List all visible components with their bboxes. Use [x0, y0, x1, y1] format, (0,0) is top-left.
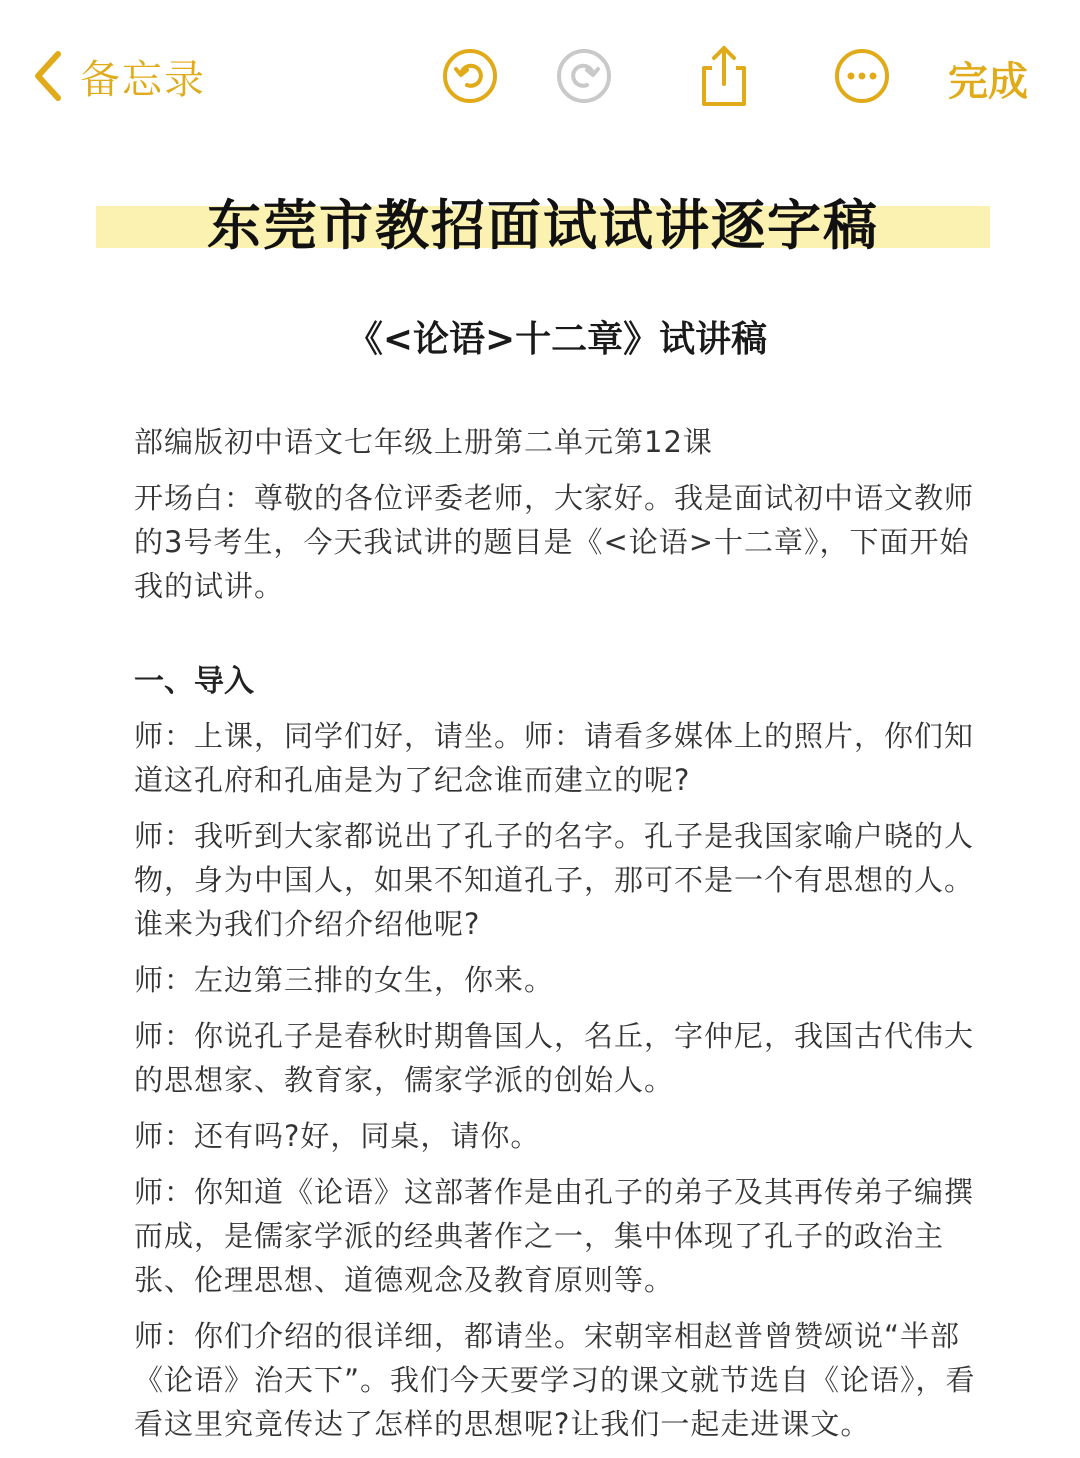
- back-label: 备忘录: [80, 56, 206, 103]
- opening-paragraph: 开场白：尊敬的各位评委老师，大家好。我是面试初中语文教师的3号考生，今天我试讲的题目是《<论语>十二章》，下面开始我的试讲。: [134, 481, 975, 603]
- section-heading: 一、导入: [134, 664, 254, 699]
- chevron-left-icon: [30, 48, 66, 104]
- share-button[interactable]: [694, 46, 754, 106]
- paragraph: 师：你知道《论语》这部著作是由孔子的弟子及其再传弟子编撰而成，是儒家学派的经典著作之一，集中体现了孔子的政治主张、伦理思想、道德观念及教育原则等。: [134, 1175, 975, 1297]
- more-icon: [833, 47, 891, 105]
- undo-button[interactable]: [440, 46, 500, 106]
- document-subtitle: 《<论语>十二章》试讲稿: [346, 319, 768, 360]
- document-title-block: [96, 190, 990, 260]
- paragraph: 师：左边第三排的女生，你来。: [134, 963, 555, 997]
- back-button[interactable]: [30, 44, 206, 108]
- paragraph: 师：我听到大家都说出了孔子的名字。孔子是我国家喻户晓的人物，身为中国人，如果不知道孔子，那可不是一个有思想的人。谁来为我们介绍介绍他呢?: [134, 819, 975, 941]
- done-button[interactable]: 完成: [948, 59, 1028, 105]
- share-icon: [694, 44, 754, 108]
- more-button[interactable]: [832, 46, 892, 106]
- undo-icon: [441, 47, 499, 105]
- redo-button[interactable]: [554, 46, 614, 106]
- paragraph: 师：上课，同学们好，请坐。师：请看多媒体上的照片，你们知道这孔府和孔庙是为了纪念谁而建立的呢?: [134, 719, 975, 797]
- course-info: 部编版初中语文七年级上册第二单元第12课: [134, 425, 713, 459]
- paragraph: 师：你们介绍的很详细，都请坐。宋朝宰相赵普曾赞颂说“半部《论语》治天下”。我们今天要学习的课文就节选自《论语》，看看这里究竟传达了怎样的思想呢?让我们一起走进课文。: [134, 1319, 976, 1441]
- redo-icon: [555, 47, 613, 105]
- document-title: 东莞市教招面试试讲逐字稿: [207, 193, 879, 257]
- paragraph: 师：你说孔子是春秋时期鲁国人，名丘，字仲尼，我国古代伟大的思想家、教育家，儒家学派的创始人。: [134, 1019, 975, 1097]
- note-body[interactable]: [134, 310, 980, 1458]
- paragraph: 师：还有吗?好，同桌，请你。: [134, 1119, 541, 1153]
- notes-toolbar: [0, 0, 1080, 150]
